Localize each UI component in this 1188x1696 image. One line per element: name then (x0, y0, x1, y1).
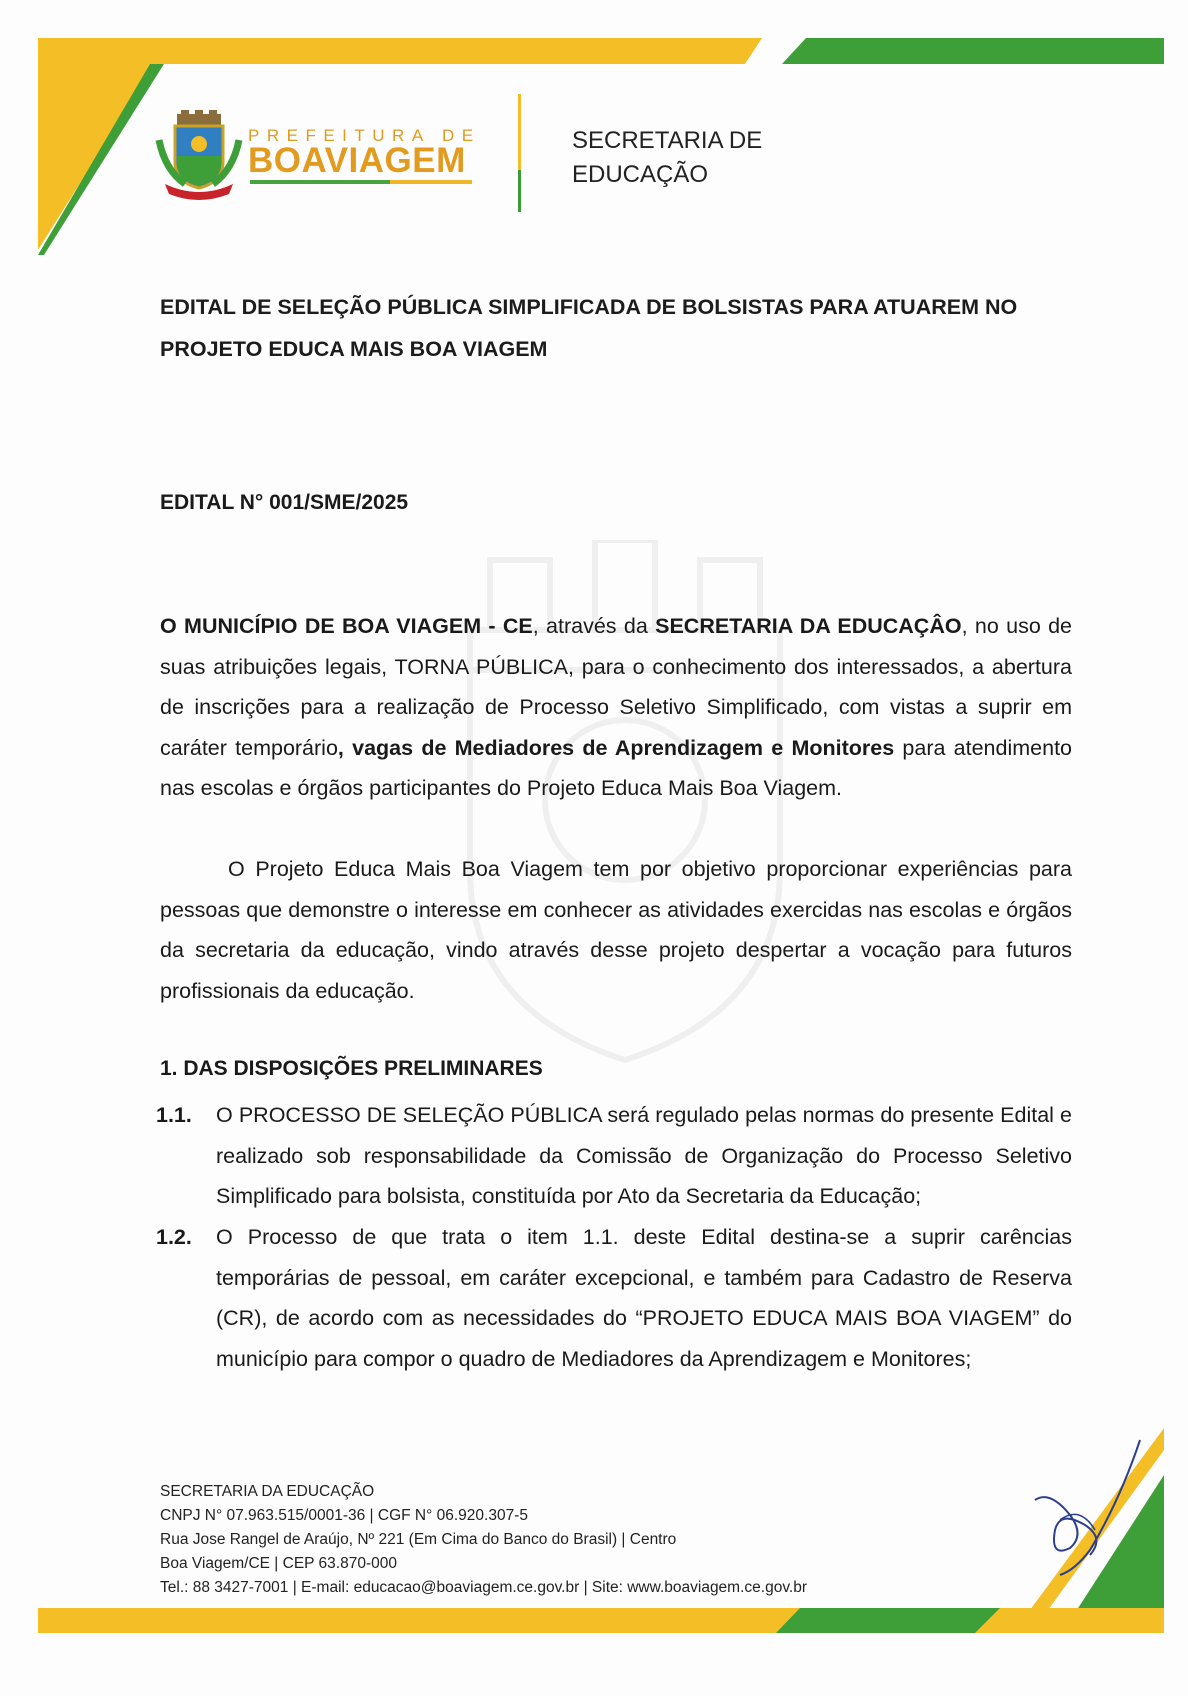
brand-underline-accent (390, 180, 472, 184)
item-number: 1.1. (156, 1103, 192, 1127)
footer-contacts: Tel.: 88 3427-7001 | E-mail: educacao@boaviagem.ce.gov.br | Site: www.boaviagem.ce.gov.br (160, 1579, 808, 1596)
item-text: O Processo de que trata o item 1.1. deste Edital destina-se a suprir carências temporárias de pessoal, em caráter excepcional, e também para Cadastro de Reserva (CR), de acordo com as necessidades do “PROJETO EDUCA MAIS BOA VIAGEM” do município para compor o quadro de Mediadores da Aprendizagem e Monitores; (216, 1225, 1072, 1371)
footer-city: Boa Viagem/CE | CEP 63.870-000 (160, 1555, 397, 1572)
item-number: 1.2. (156, 1225, 192, 1249)
intro-paragraph (160, 606, 1072, 809)
intro-text-3: para atendimento nas escolas e órgãos participantes do Projeto Educa Mais Boa Viagem. (160, 735, 1073, 800)
intro-municipality: O MUNICÍPIO DE BOA VIAGEM - CE (160, 614, 533, 638)
footer-contact (160, 1480, 807, 1600)
handwritten-signature (1030, 1430, 1150, 1580)
list-item (156, 1217, 1072, 1379)
municipal-coat-of-arms-logo (155, 110, 243, 202)
objective-text: O Projeto Educa Mais Boa Viagem tem por objetivo proporcionar experiências para pessoas que demonstre o interesse em conhecer as atividades exercidas nas escolas e órgãos da secretaria da educação, vindo através desse projeto despertar a vocação para futuros profissionais da educação. (160, 857, 1072, 1003)
intro-text-1: , através da (532, 614, 656, 638)
bottom-green-stripe (776, 1608, 1000, 1633)
top-green-stripe (782, 38, 1164, 64)
footer-department: SECRETARIA DA EDUCAÇÃO (160, 1483, 375, 1500)
intro-secretaria: SECRETARIA DA EDUCAÇÂO (655, 614, 962, 638)
header-divider-accent (518, 170, 521, 212)
footer-address: Rua Jose Rangel de Araújo, Nº 221 (Em Cima do Banco do Brasil) | Centro (160, 1531, 677, 1548)
intro-text-2: , no uso de suas atribuições legais, TORNA PÚBLICA, para o conhecimento dos interessados, a abertura de inscrições para a realização de Processo Seletivo Simplificado, com vistas a suprir em caráter temporário (160, 614, 1072, 760)
department-line-1: SECRETARIA DE (572, 127, 763, 154)
item-text: O PROCESSO DE SELEÇÃO PÚBLICA será regulado pelas normas do presente Edital e realizado sob responsabilidade da Comissão de Organização do Processo Seletivo Simplificado para bolsista, constituída por Ato da Secretaria da Educação; (216, 1103, 1072, 1208)
edital-number: EDITAL N° 001/SME/2025 (160, 491, 409, 514)
footer-registration: CNPJ N° 07.963.515/0001-36 | CGF N° 06.920.307-5 (160, 1507, 528, 1524)
intro-vacancies: , vagas de Mediadores de Aprendizagem e Monitores (337, 735, 895, 760)
brand-city-name: BOAVIAGEM (248, 141, 466, 180)
brand-prefeitura-label: PREFEITURA DE (248, 126, 481, 145)
objective-paragraph (160, 849, 1072, 1011)
department-line-2: EDUCAÇÃO (572, 161, 709, 188)
department-name (572, 124, 762, 192)
document-title: EDITAL DE SELEÇÃO PÚBLICA SIMPLIFICADA DE BOLSISTAS PARA ATUAREM NO PROJETO EDUCA MAIS BOA VIAGEM (160, 295, 1018, 361)
section-title: 1. DAS DISPOSIÇÕES PRELIMINARES (160, 1057, 543, 1080)
list-item (156, 1095, 1072, 1217)
